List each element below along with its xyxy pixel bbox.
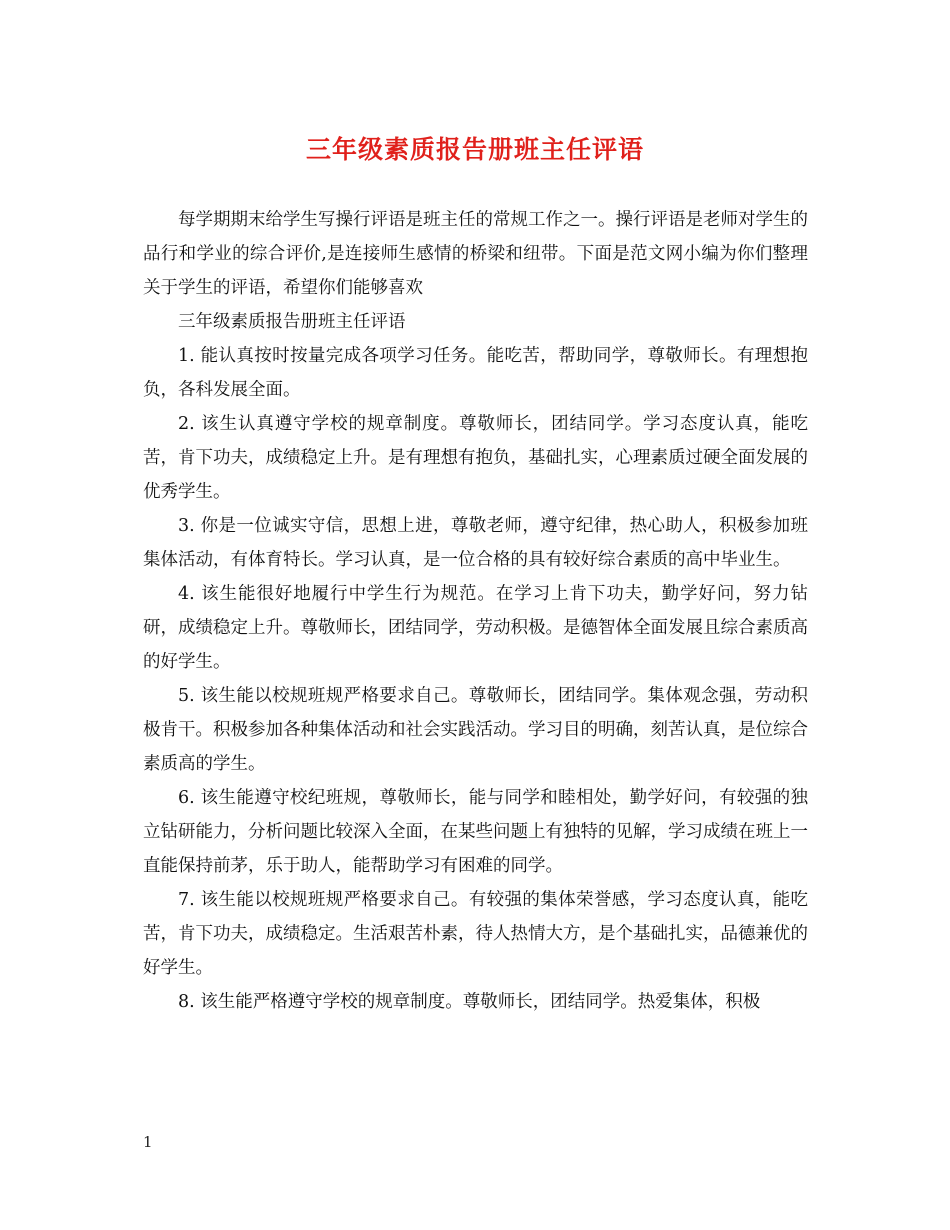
document-title: 三年级素质报告册班主任评语 [305,135,644,164]
comment-item-4: 4. 该生能很好地履行中学生行为规范。在学习上肯下功夫，勤学好问，努力钻研，成绩稳定上升。尊敬师长，团结同学，劳动积极。是德智体全面发展且综合素质高的好学生。 [143,584,808,672]
comment-item-5: 5. 该生能以校规班规严格要求自己。尊敬师长，团结同学。集体观念强，劳动积极肯干。积极参加各种集体活动和社会实践活动。学习目的明确，刻苦认真，是位综合素质高的学生。 [143,686,808,774]
comment-item-6: 6. 该生能遵守校纪班规，尊敬师长，能与同学和睦相处，勤学好问，有较强的独立钻研能力，分析问题比较深入全面，在某些问题上有独特的见解，学习成绩在班上一直能保持前茅，乐于助人，能帮助学习有困难的同学。 [143,788,808,876]
intro-paragraph: 每学期期末给学生写操行评语是班主任的常规工作之一。操行评语是老师对学生的品行和学业的综合评价,是连接师生感情的桥梁和纽带。下面是范文网小编为你们整理关于学生的评语，希望你们能够喜欢 [143,210,808,298]
comment-item-7: 7. 该生能以校规班规严格要求自己。有较强的集体荣誉感，学习态度认真，能吃苦，肯下功夫，成绩稳定。生活艰苦朴素，待人热情大方，是个基础扎实，品德兼优的好学生。 [143,890,808,978]
comment-item-3: 3. 你是一位诚实守信，思想上进，尊敬老师，遵守纪律，热心助人，积极参加班集体活动，有体育特长。学习认真，是一位合格的具有较好综合素质的高中毕业生。 [143,516,808,570]
comment-item-8: 8. 该生能严格遵守学校的规章制度。尊敬师长，团结同学。热爱集体，积极 [178,992,761,1012]
document-body [143,203,808,1019]
section-subtitle: 三年级素质报告册班主任评语 [178,312,406,332]
page-number: 1 [143,1133,153,1151]
comment-item-2: 2. 该生认真遵守学校的规章制度。尊敬师长，团结同学。学习态度认真，能吃苦，肯下功夫，成绩稳定上升。是有理想有抱负，基础扎实，心理素质过硬全面发展的优秀学生。 [143,414,808,502]
comment-item-1: 1. 能认真按时按量完成各项学习任务。能吃苦，帮助同学，尊敬师长。有理想抱负，各科发展全面。 [143,346,808,400]
